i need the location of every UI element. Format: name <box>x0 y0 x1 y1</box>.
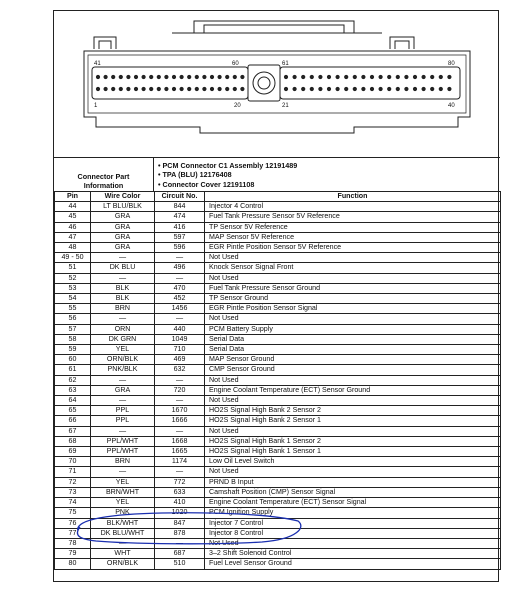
pin-dot <box>164 75 168 79</box>
part-number-line: • PCM Connector C1 Assembly 12191489 <box>158 161 298 170</box>
cell-pin: 49 - 50 <box>55 253 91 263</box>
pin-dot <box>225 75 229 79</box>
cell-wire-color: YEL <box>91 498 155 508</box>
pin-label-80: 80 <box>448 61 455 67</box>
header-circuit-no: Circuit No. <box>155 192 205 202</box>
cell-wire-color: ORN/BLK <box>91 355 155 365</box>
cell-function: Not Used <box>205 375 501 385</box>
pin-dot <box>430 75 434 79</box>
table-row <box>55 294 501 304</box>
pin-dot <box>447 87 451 91</box>
cell-function: Not Used <box>205 396 501 406</box>
pin-dot <box>336 75 340 79</box>
cell-function: MAP Sensor Ground <box>205 355 501 365</box>
pin-dot <box>379 87 383 91</box>
pin-dot <box>361 87 365 91</box>
pin-dot <box>218 87 222 91</box>
pin-dot <box>336 87 340 91</box>
table-row <box>55 263 501 273</box>
cell-wire-color: PNK <box>91 508 155 518</box>
header-function: Function <box>205 192 501 202</box>
cell-wire-color: BRN <box>91 304 155 314</box>
cell-function: TP Sensor Ground <box>205 294 501 304</box>
hand-drawn-circle-annotation <box>72 511 304 545</box>
cell-pin: 68 <box>55 436 91 446</box>
pin-dot <box>370 75 374 79</box>
pin-dot <box>422 87 426 91</box>
cell-pin: 62 <box>55 375 91 385</box>
cell-function: Injector 4 Control <box>205 202 501 212</box>
part-info-line1: Connector Part <box>77 172 130 181</box>
cell-wire-color: DK BLU/WHT <box>91 528 155 538</box>
cell-wire-color: DK GRN <box>91 334 155 344</box>
table-row <box>55 416 501 426</box>
pin-dot <box>353 75 357 79</box>
pin-dot <box>134 87 138 91</box>
cell-wire-color: BLK <box>91 294 155 304</box>
pin-dot <box>210 87 214 91</box>
cell-wire-color: — <box>91 273 155 283</box>
cell-circuit-no: 416 <box>155 222 205 232</box>
table-row <box>55 232 501 242</box>
pin-label-41: 41 <box>94 61 101 67</box>
pin-dot <box>149 75 153 79</box>
cell-wire-color: — <box>91 314 155 324</box>
cell-circuit-no: 1020 <box>155 508 205 518</box>
cell-circuit-no: 452 <box>155 294 205 304</box>
cell-wire-color: BLK <box>91 283 155 293</box>
cell-wire-color: PPL/WHT <box>91 436 155 446</box>
cell-circuit-no: — <box>155 467 205 477</box>
cell-pin: 48 <box>55 243 91 253</box>
cell-pin: 71 <box>55 467 91 477</box>
pin-dot <box>430 87 434 91</box>
cell-wire-color: PNK/BLK <box>91 365 155 375</box>
table-row <box>55 334 501 344</box>
cell-pin: 55 <box>55 304 91 314</box>
cell-function: EGR Pintle Position Sensor Signal <box>205 304 501 314</box>
cell-function: Not Used <box>205 314 501 324</box>
pin-dot <box>195 75 199 79</box>
cell-function: PCM Ignition Supply <box>205 508 501 518</box>
cell-wire-color: BLK/WHT <box>91 518 155 528</box>
cell-pin: 69 <box>55 447 91 457</box>
pin-dot <box>284 75 288 79</box>
pin-dot <box>164 87 168 91</box>
pin-dot <box>126 87 130 91</box>
cell-pin: 45 <box>55 212 91 222</box>
cell-pin: 58 <box>55 334 91 344</box>
pin-dot <box>318 75 322 79</box>
pin-dot <box>126 75 130 79</box>
cell-circuit-no: — <box>155 314 205 324</box>
pin-dot <box>439 75 443 79</box>
cell-function: Low Oil Level Switch <box>205 457 501 467</box>
cell-function: MAP Sensor 5V Reference <box>205 232 501 242</box>
pin-label-1: 1 <box>94 103 98 109</box>
cell-circuit-no: 847 <box>155 518 205 528</box>
pin-dot <box>119 75 123 79</box>
pin-dot <box>142 87 146 91</box>
table-row <box>55 436 501 446</box>
cell-circuit-no: 878 <box>155 528 205 538</box>
table-row <box>55 426 501 436</box>
cell-wire-color: — <box>91 426 155 436</box>
part-numbers <box>158 161 297 189</box>
pin-label-61: 61 <box>282 61 289 67</box>
cell-function: Not Used <box>205 538 501 548</box>
pin-dot <box>233 75 237 79</box>
pin-label-21: 21 <box>282 103 289 109</box>
pin-dot <box>218 75 222 79</box>
cell-pin: 66 <box>55 416 91 426</box>
cell-wire-color: PPL <box>91 416 155 426</box>
table-row <box>55 202 501 212</box>
cell-pin: 79 <box>55 549 91 559</box>
cell-wire-color: — <box>91 375 155 385</box>
pin-dot <box>387 87 391 91</box>
cell-function: EGR Pintle Position Sensor 5V Reference <box>205 243 501 253</box>
cell-pin: 65 <box>55 406 91 416</box>
cell-circuit-no: 1668 <box>155 436 205 446</box>
cell-pin: 57 <box>55 324 91 334</box>
cell-circuit-no: — <box>155 375 205 385</box>
pin-dot <box>111 75 115 79</box>
pin-dot <box>104 87 108 91</box>
table-row <box>55 283 501 293</box>
cell-wire-color: ORN/BLK <box>91 559 155 569</box>
pin-dot <box>119 87 123 91</box>
cell-pin: 52 <box>55 273 91 283</box>
pin-dot <box>396 75 400 79</box>
cell-pin: 53 <box>55 283 91 293</box>
table-row <box>55 222 501 232</box>
pin-dot <box>111 87 115 91</box>
cell-circuit-no: 633 <box>155 487 205 497</box>
cell-pin: 46 <box>55 222 91 232</box>
pin-dot <box>187 87 191 91</box>
pin-dot <box>96 87 100 91</box>
cell-wire-color: GRA <box>91 243 155 253</box>
cell-pin: 74 <box>55 498 91 508</box>
pin-dot <box>202 75 206 79</box>
pin-dot <box>439 87 443 91</box>
cell-circuit-no: — <box>155 426 205 436</box>
pin-dot <box>142 75 146 79</box>
cell-function: HO2S Signal High Bank 2 Sensor 2 <box>205 406 501 416</box>
table-row <box>55 467 501 477</box>
table-row <box>55 375 501 385</box>
table-row <box>55 447 501 457</box>
cell-function: Fuel Level Sensor Ground <box>205 559 501 569</box>
cell-circuit-no: 1174 <box>155 457 205 467</box>
pin-dot <box>149 87 153 91</box>
pin-label-20: 20 <box>234 103 241 109</box>
pin-dot <box>104 75 108 79</box>
cell-function: TP Sensor 5V Reference <box>205 222 501 232</box>
cell-function: Serial Data <box>205 334 501 344</box>
cell-circuit-no: 1665 <box>155 447 205 457</box>
pin-dot <box>210 75 214 79</box>
table-row <box>55 253 501 263</box>
cell-function: Serial Data <box>205 345 501 355</box>
cell-circuit-no: 469 <box>155 355 205 365</box>
cell-function: PRND B Input <box>205 477 501 487</box>
pin-dot <box>327 87 331 91</box>
pin-dot <box>96 75 100 79</box>
cell-function: Not Used <box>205 426 501 436</box>
cell-circuit-no: 687 <box>155 549 205 559</box>
pin-dot <box>327 75 331 79</box>
connector-diagram <box>54 11 500 157</box>
cell-pin: 77 <box>55 528 91 538</box>
table-row <box>55 487 501 497</box>
cell-pin: 51 <box>55 263 91 273</box>
cell-function: Fuel Tank Pressure Sensor 5V Reference <box>205 212 501 222</box>
cell-pin: 75 <box>55 508 91 518</box>
cell-function: Engine Coolant Temperature (ECT) Sensor Signal <box>205 498 501 508</box>
cell-circuit-no: 1670 <box>155 406 205 416</box>
cell-circuit-no: 710 <box>155 345 205 355</box>
cell-circuit-no: 720 <box>155 385 205 395</box>
cell-function: Not Used <box>205 467 501 477</box>
cell-circuit-no: 632 <box>155 365 205 375</box>
cell-circuit-no: 510 <box>155 559 205 569</box>
cell-function: CMP Sensor Ground <box>205 365 501 375</box>
cell-pin: 72 <box>55 477 91 487</box>
cell-circuit-no: 596 <box>155 243 205 253</box>
cell-circuit-no: 844 <box>155 202 205 212</box>
cell-pin: 60 <box>55 355 91 365</box>
cell-function: Fuel Tank Pressure Sensor Ground <box>205 283 501 293</box>
cell-pin: 63 <box>55 385 91 395</box>
pin-dot <box>293 75 297 79</box>
cell-wire-color: PPL/WHT <box>91 447 155 457</box>
pin-dot <box>225 87 229 91</box>
cell-circuit-no: — <box>155 396 205 406</box>
cell-wire-color: DK BLU <box>91 263 155 273</box>
pin-dot <box>134 75 138 79</box>
pin-dot <box>233 87 237 91</box>
table-row <box>55 345 501 355</box>
pin-dot <box>172 75 176 79</box>
pin-dot <box>187 75 191 79</box>
pin-dot <box>379 75 383 79</box>
pin-dot <box>318 87 322 91</box>
cell-pin: 80 <box>55 559 91 569</box>
pin-dot <box>344 75 348 79</box>
pin-dot <box>344 87 348 91</box>
cell-pin: 59 <box>55 345 91 355</box>
cell-wire-color: ORN <box>91 324 155 334</box>
cell-wire-color: LT BLU/BLK <box>91 202 155 212</box>
pin-dot <box>301 87 305 91</box>
table-row <box>55 314 501 324</box>
pin-dot <box>180 75 184 79</box>
table-row <box>55 477 501 487</box>
table-row <box>55 355 501 365</box>
cell-wire-color: PPL <box>91 406 155 416</box>
cell-function: 3–2 Shift Solenoid Control <box>205 549 501 559</box>
pin-dot <box>240 87 244 91</box>
cell-circuit-no: 474 <box>155 212 205 222</box>
pin-dot <box>195 87 199 91</box>
cell-pin: 76 <box>55 518 91 528</box>
pin-dot <box>202 87 206 91</box>
pin-dot <box>293 87 297 91</box>
cell-circuit-no: — <box>155 253 205 263</box>
table-row <box>55 365 501 375</box>
cell-wire-color: GRA <box>91 385 155 395</box>
cell-circuit-no: — <box>155 538 205 548</box>
header-pin: Pin <box>55 192 91 202</box>
table-row <box>55 324 501 334</box>
cell-function: PCM Battery Supply <box>205 324 501 334</box>
cell-function: Knock Sensor Signal Front <box>205 263 501 273</box>
pin-dot <box>240 75 244 79</box>
connector-part-information <box>54 158 154 192</box>
cell-wire-color: — <box>91 253 155 263</box>
pin-dot <box>404 75 408 79</box>
cell-wire-color: BRN <box>91 457 155 467</box>
table-row <box>55 396 501 406</box>
cell-pin: 47 <box>55 232 91 242</box>
header-wire-color: Wire Color <box>91 192 155 202</box>
connector-info <box>54 157 500 191</box>
pin-dot <box>310 75 314 79</box>
pin-dot <box>301 75 305 79</box>
pin-dot <box>413 87 417 91</box>
document-sheet <box>53 10 499 582</box>
pin-dot <box>422 75 426 79</box>
cell-pin: 73 <box>55 487 91 497</box>
cell-wire-color: GRA <box>91 222 155 232</box>
pin-dot <box>353 87 357 91</box>
cell-pin: 61 <box>55 365 91 375</box>
cell-pin: 67 <box>55 426 91 436</box>
cell-function: Injector 7 Control <box>205 518 501 528</box>
cell-wire-color: — <box>91 396 155 406</box>
cell-pin: 56 <box>55 314 91 324</box>
pin-dot <box>413 75 417 79</box>
pin-dot <box>370 87 374 91</box>
table-row <box>55 243 501 253</box>
pin-dot <box>172 87 176 91</box>
cell-wire-color: YEL <box>91 477 155 487</box>
cell-circuit-no: 1049 <box>155 334 205 344</box>
pin-label-40: 40 <box>448 103 455 109</box>
pin-dot <box>361 75 365 79</box>
cell-wire-color: — <box>91 467 155 477</box>
cell-wire-color: GRA <box>91 232 155 242</box>
cell-wire-color: BRN/WHT <box>91 487 155 497</box>
cell-pin: 64 <box>55 396 91 406</box>
cell-wire-color: YEL <box>91 345 155 355</box>
table-row <box>55 559 501 569</box>
pin-dot <box>284 87 288 91</box>
cell-wire-color: WHT <box>91 549 155 559</box>
cell-pin: 78 <box>55 538 91 548</box>
cell-function: Camshaft Position (CMP) Sensor Signal <box>205 487 501 497</box>
pin-dot <box>180 87 184 91</box>
pin-dot <box>447 75 451 79</box>
cell-circuit-no: 597 <box>155 232 205 242</box>
pin-dot <box>157 87 161 91</box>
cell-wire-color: GRA <box>91 212 155 222</box>
part-number-line: • Connector Cover 12191108 <box>158 179 255 189</box>
cell-circuit-no: 1666 <box>155 416 205 426</box>
cell-pin: 44 <box>55 202 91 212</box>
cell-circuit-no: 410 <box>155 498 205 508</box>
cell-pin: 70 <box>55 457 91 467</box>
cell-circuit-no: 772 <box>155 477 205 487</box>
table-row <box>55 406 501 416</box>
cell-circuit-no: 470 <box>155 283 205 293</box>
pin-dot <box>404 87 408 91</box>
cell-function: Not Used <box>205 273 501 283</box>
cell-pin: 54 <box>55 294 91 304</box>
cell-function: Injector 8 Control <box>205 528 501 538</box>
cell-circuit-no: 440 <box>155 324 205 334</box>
pin-dot <box>387 75 391 79</box>
cell-circuit-no: 496 <box>155 263 205 273</box>
pin-label-60: 60 <box>232 61 239 67</box>
table-row <box>55 273 501 283</box>
cell-circuit-no: — <box>155 273 205 283</box>
cell-function: HO2S Signal High Bank 1 Sensor 2 <box>205 436 501 446</box>
part-info-line2: Information <box>83 181 124 190</box>
table-row <box>55 457 501 467</box>
table-row <box>55 549 501 559</box>
pin-dot <box>310 87 314 91</box>
table-row <box>55 498 501 508</box>
cell-function: HO2S Signal High Bank 2 Sensor 1 <box>205 416 501 426</box>
cell-wire-color: — <box>91 538 155 548</box>
cell-circuit-no: 1456 <box>155 304 205 314</box>
table-header-row <box>55 192 501 202</box>
cell-function: Engine Coolant Temperature (ECT) Sensor Ground <box>205 385 501 395</box>
table-row <box>55 385 501 395</box>
cell-function: HO2S Signal High Bank 1 Sensor 1 <box>205 447 501 457</box>
pin-dot <box>396 87 400 91</box>
table-row <box>55 212 501 222</box>
pin-dot <box>157 75 161 79</box>
cell-function: Not Used <box>205 253 501 263</box>
part-number-line: • TPA (BLU) 12176408 <box>158 170 232 180</box>
table-row <box>55 304 501 314</box>
